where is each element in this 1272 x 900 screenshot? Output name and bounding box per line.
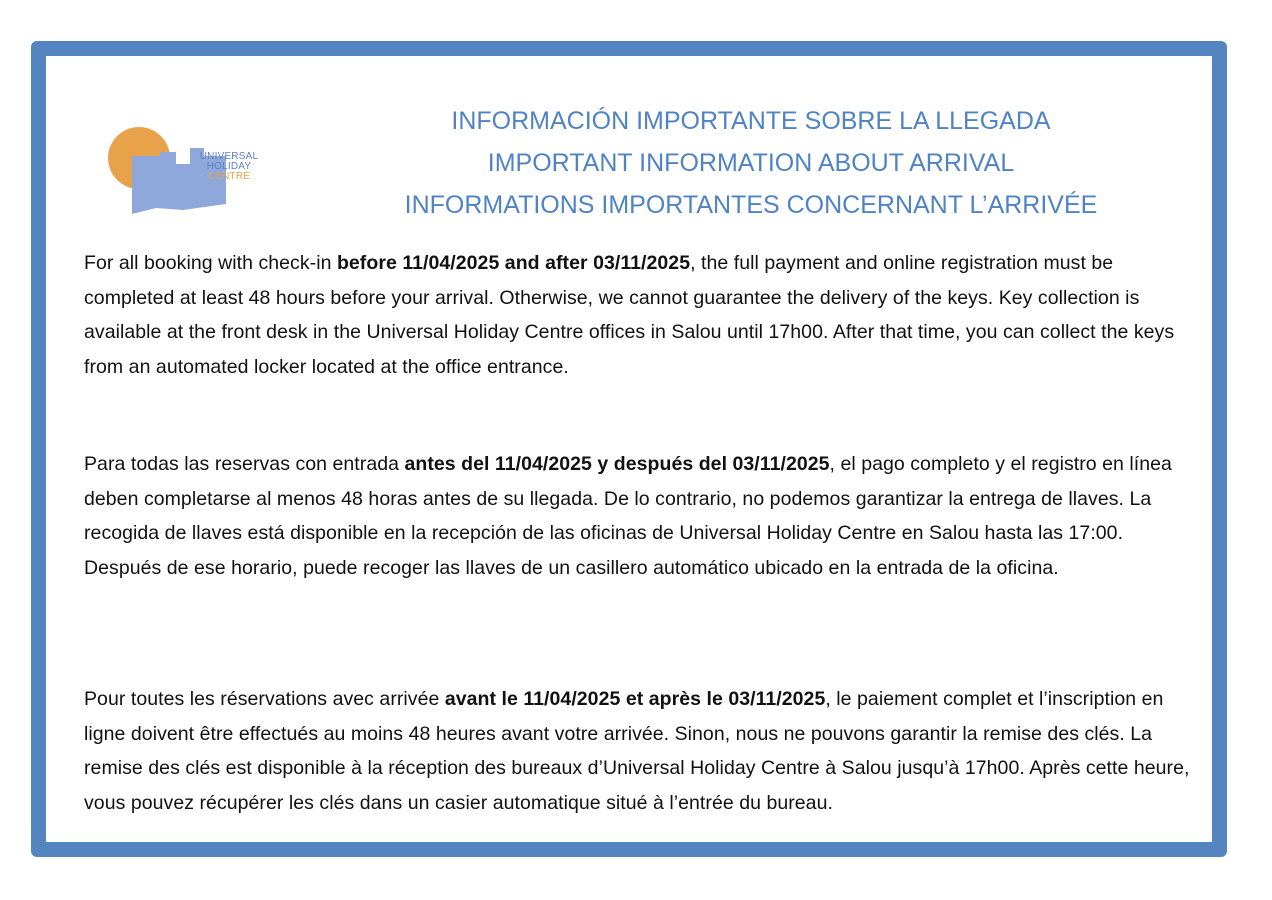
logo-wordmark bbox=[184, 152, 274, 182]
title-french: INFORMATIONS IMPORTANTES CONCERNANT L’ARRIVÉE bbox=[404, 191, 1098, 219]
date-range-bold: avant le 11/04/2025 et après le 03/11/2025 bbox=[444, 688, 826, 710]
paragraph-french bbox=[84, 682, 1200, 820]
logo-line-1: UNIVERSAL bbox=[199, 151, 259, 162]
paragraph-english bbox=[84, 246, 1200, 384]
page-title bbox=[376, 100, 1126, 226]
notice-frame bbox=[31, 41, 1227, 857]
text: , the full payment and online registration must be completed at least 48 hours before your arrival. Otherwise, we cannot guarantee the delivery of the keys. Key collection is available at the front desk in the Universal Holiday Centre offices in Salou until 17h00. After that time, you can collect the keys from an automated locker located at the office entrance. bbox=[84, 252, 1175, 378]
date-range-bold: antes del 11/04/2025 y después del 03/11/2025 bbox=[404, 453, 830, 475]
text: , le paiement complet et l’inscription en ligne doivent être effectués au moins 48 heures avant votre arrivée. Sinon, nous ne pouvons garantir la remise des clés. La remise des clés est disponible à la réception des bureaux d’Universal Holiday Centre à Salou jusqu’à 17h00. Après cette heure, vous pouvez récupérer les clés dans un casier automatique situé à l’entrée du bureau. bbox=[84, 688, 1190, 814]
text: , el pago completo y el registro en línea deben completarse al menos 48 horas antes de su llegada. De lo contrario, no podemos garantizar la entrega de llaves. La recogida de llaves está disponible en la recepción de las oficinas de Universal Holiday Centre en Salou hasta las 17:00. Después de ese horario, puede recoger las llaves de un casillero automático ubicado en la entrada de la oficina. bbox=[84, 453, 1172, 579]
title-english: IMPORTANT INFORMATION ABOUT ARRIVAL bbox=[487, 149, 1015, 177]
paragraph-spanish bbox=[84, 447, 1200, 585]
text: Pour toutes les réservations avec arrivée bbox=[84, 688, 445, 710]
text: For all booking with check-in bbox=[84, 252, 337, 274]
date-range-bold: before 11/04/2025 and after 03/11/2025 bbox=[336, 252, 691, 274]
logo-line-3: CENTRE bbox=[207, 171, 251, 182]
logo-line-2: HOLIDAY bbox=[206, 161, 252, 172]
text: Para todas las reservas con entrada bbox=[84, 453, 405, 475]
title-spanish: INFORMACIÓN IMPORTANTE SOBRE LA LLEGADA bbox=[451, 107, 1051, 135]
